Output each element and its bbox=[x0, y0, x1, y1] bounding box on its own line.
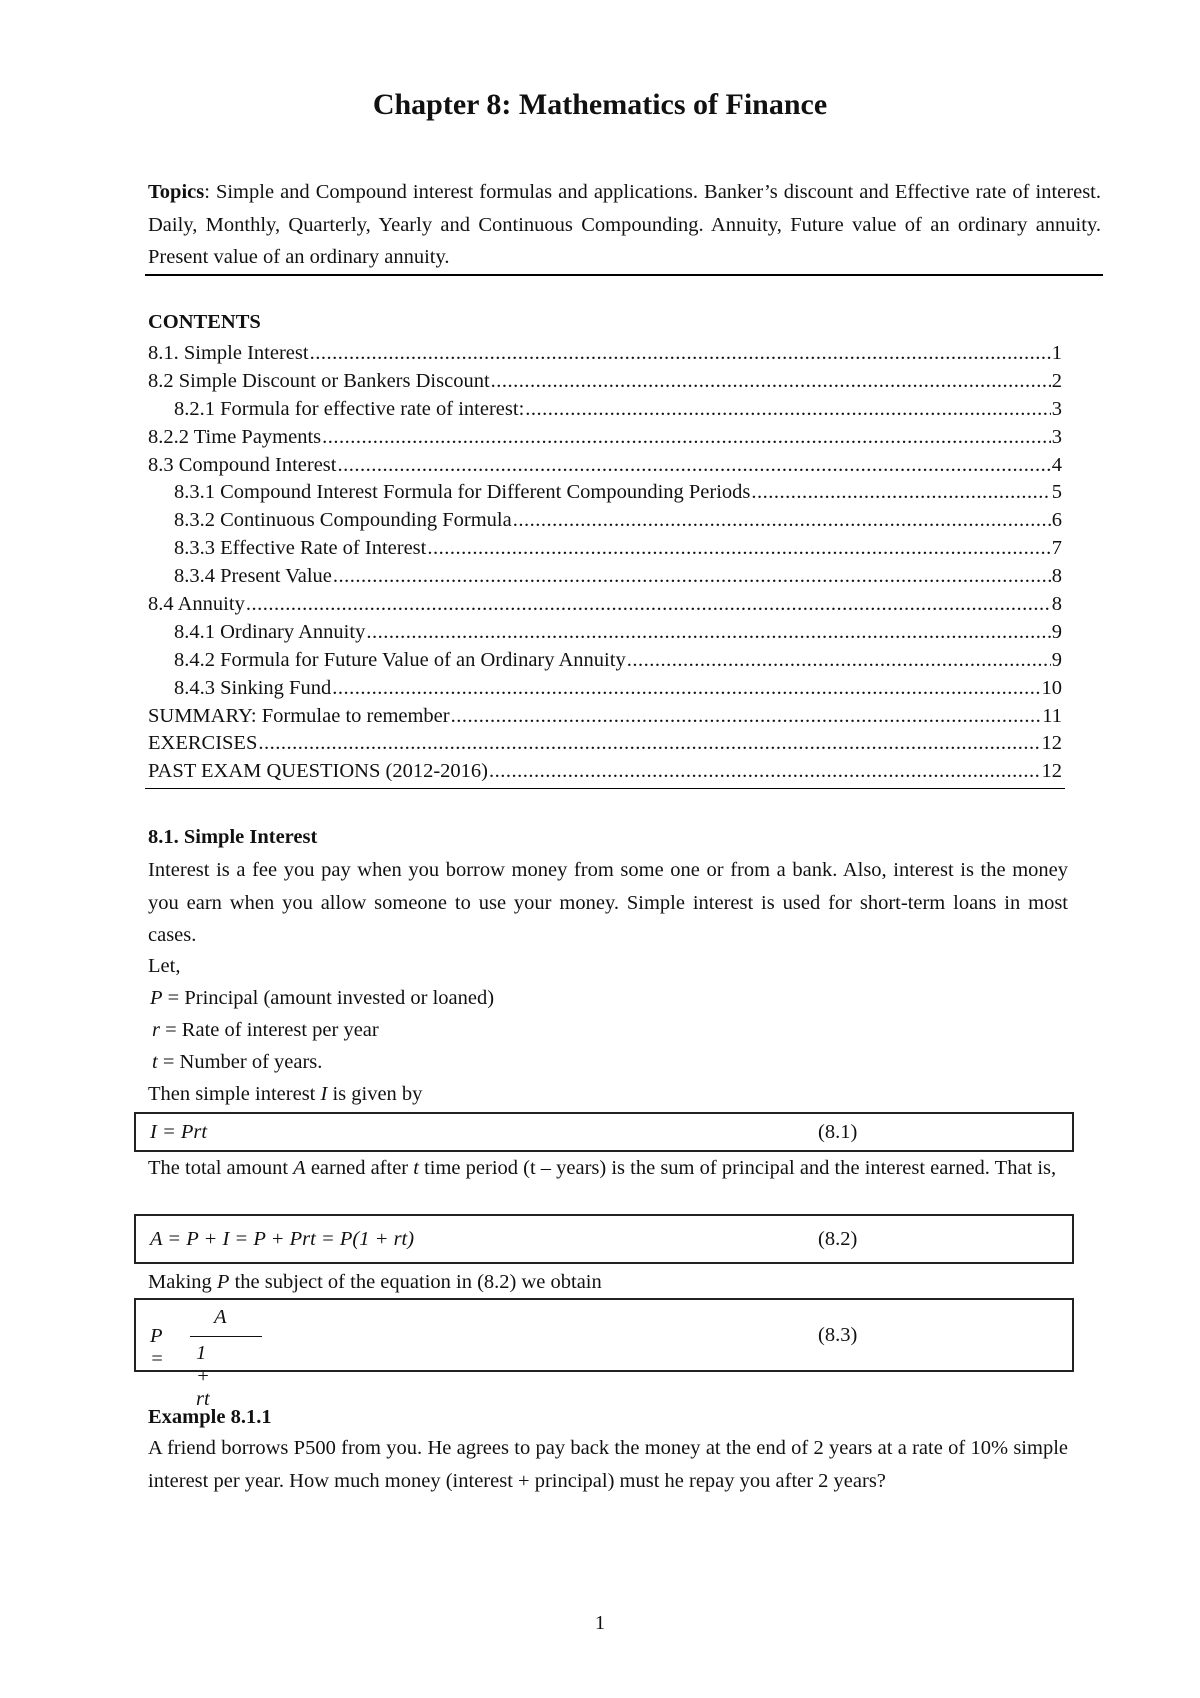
toc-item[interactable] bbox=[148, 424, 1062, 452]
topics-paragraph bbox=[148, 176, 1101, 274]
toc-item-page: 7 bbox=[1051, 537, 1062, 560]
toc-item[interactable] bbox=[148, 647, 1062, 675]
making-line bbox=[148, 1266, 602, 1299]
toc-item[interactable] bbox=[148, 507, 1062, 535]
toc-leader bbox=[525, 396, 1050, 424]
text: is given by bbox=[327, 1083, 423, 1105]
toc-item-label: 8.3.2 Continuous Compounding Formula bbox=[174, 509, 512, 532]
equation-box-8-1 bbox=[134, 1112, 1074, 1152]
page-number: 1 bbox=[594, 1612, 606, 1634]
equation-box-8-3 bbox=[134, 1298, 1074, 1410]
var-t: t bbox=[413, 1157, 419, 1179]
section-heading: 8.1. Simple Interest bbox=[148, 826, 318, 848]
toc-item[interactable] bbox=[148, 396, 1062, 424]
toc-item-label: 8.3 Compound Interest bbox=[148, 453, 337, 476]
definition-t bbox=[152, 1046, 322, 1079]
toc-item[interactable] bbox=[148, 703, 1062, 731]
chapter-title: Chapter 8: Mathematics of Finance bbox=[372, 88, 828, 121]
toc-item-page: 10 bbox=[1041, 676, 1062, 699]
toc-leader bbox=[451, 703, 1042, 731]
var-t: t bbox=[152, 1051, 158, 1073]
definition-text: = Principal (amount invested or loaned) bbox=[162, 987, 495, 1009]
equation-box-8-2 bbox=[134, 1214, 1074, 1264]
text: time period (t – years) is the sum of principal and the interest earned. That is, bbox=[418, 1157, 1057, 1179]
fraction-bar bbox=[190, 1336, 262, 1337]
toc-item-label: 8.4 Annuity bbox=[148, 593, 245, 616]
toc-item-page: 2 bbox=[1051, 369, 1062, 392]
toc-item-page: 11 bbox=[1042, 704, 1062, 727]
toc-item[interactable] bbox=[148, 535, 1062, 563]
text: Making bbox=[148, 1271, 217, 1293]
toc-item-label: 8.4.2 Formula for Future Value of an Ordinary Annuity bbox=[174, 648, 626, 671]
toc-item-label: 8.3.4 Present Value bbox=[174, 565, 332, 588]
toc-item-page: 9 bbox=[1051, 620, 1062, 643]
toc-leader bbox=[310, 340, 1051, 368]
text: The total amount bbox=[148, 1157, 294, 1179]
toc-item[interactable] bbox=[148, 368, 1062, 396]
toc-item-label: 8.4.1 Ordinary Annuity bbox=[174, 620, 366, 643]
toc-leader bbox=[246, 591, 1051, 619]
toc-item-label: SUMMARY: Formulae to remember bbox=[148, 704, 450, 727]
toc-leader bbox=[258, 730, 1040, 758]
toc-item[interactable] bbox=[148, 479, 1062, 507]
toc-leader bbox=[337, 452, 1050, 480]
toc-item-label: 8.2 Simple Discount or Bankers Discount bbox=[148, 369, 490, 392]
toc-item-page: 8 bbox=[1051, 593, 1062, 616]
contents-heading: CONTENTS bbox=[148, 311, 261, 333]
table-of-contents bbox=[148, 340, 1062, 786]
text: earned after bbox=[305, 1157, 414, 1179]
intro-paragraph: Interest is a fee you pay when you borrow money from some one or from a bank. Also, interest is the money you earn when you allow someone to use your money. Simple interest is used for short-term loans in most cases. bbox=[148, 859, 1068, 946]
equation-8-2: A = P + I = P + Prt = P(1 + rt) bbox=[150, 1228, 415, 1250]
toc-item-page: 5 bbox=[1051, 481, 1062, 504]
toc-leader bbox=[322, 424, 1051, 452]
toc-leader bbox=[627, 647, 1051, 675]
toc-item-page: 6 bbox=[1051, 509, 1062, 532]
toc-item-label: 8.3.1 Compound Interest Formula for Different Compounding Periods bbox=[174, 481, 751, 504]
toc-item[interactable] bbox=[148, 340, 1062, 368]
equation-number: (8.1) bbox=[818, 1121, 858, 1143]
definition-text: = Rate of interest per year bbox=[159, 1019, 379, 1041]
equation-number: (8.2) bbox=[818, 1228, 858, 1250]
example-heading: Example 8.1.1 bbox=[148, 1406, 272, 1428]
definition-p bbox=[150, 982, 494, 1015]
toc-item-page: 12 bbox=[1041, 732, 1062, 755]
total-paragraph bbox=[148, 1152, 1068, 1185]
definition-r bbox=[152, 1014, 379, 1047]
toc-item-label: 8.4.3 Sinking Fund bbox=[174, 676, 332, 699]
toc-leader bbox=[427, 535, 1050, 563]
toc-leader bbox=[489, 758, 1041, 786]
equation-8-1: I = Prt bbox=[150, 1121, 208, 1143]
divider bbox=[145, 788, 1065, 789]
toc-item-label: EXERCISES bbox=[148, 732, 258, 755]
toc-leader bbox=[751, 479, 1050, 507]
toc-item[interactable] bbox=[148, 758, 1062, 786]
toc-leader bbox=[491, 368, 1051, 396]
topics-label: Topics bbox=[148, 181, 205, 203]
toc-item-page: 4 bbox=[1051, 453, 1062, 476]
definition-text: = Number of years. bbox=[157, 1051, 323, 1073]
toc-leader bbox=[366, 619, 1050, 647]
then-line bbox=[148, 1078, 422, 1111]
divider bbox=[145, 274, 1103, 276]
toc-item-label: 8.2.1 Formula for effective rate of interest: bbox=[174, 397, 525, 420]
toc-item[interactable] bbox=[148, 730, 1062, 758]
toc-item-page: 8 bbox=[1051, 565, 1062, 588]
toc-item[interactable] bbox=[148, 675, 1062, 703]
var-p: P bbox=[216, 1271, 230, 1293]
toc-item-label: 8.2.2 Time Payments bbox=[148, 425, 322, 448]
var-i: I bbox=[320, 1083, 328, 1105]
toc-item-label: 8.1. Simple Interest bbox=[148, 342, 309, 364]
toc-item-label: PAST EXAM QUESTIONS (2012-2016) bbox=[148, 760, 488, 783]
equation-lhs: P = bbox=[150, 1325, 164, 1370]
fraction-numerator: A bbox=[214, 1306, 227, 1328]
toc-leader bbox=[513, 507, 1051, 535]
toc-item-page: 12 bbox=[1041, 760, 1062, 783]
var-r: r bbox=[152, 1019, 160, 1041]
toc-item[interactable] bbox=[148, 619, 1062, 647]
fraction-denominator: 1 + rt bbox=[196, 1342, 210, 1410]
topics-text: : Simple and Compound interest formulas and applications. Banker’s discount and Effective rate of interest. Daily, Monthly, Quarterly, Yearly and Continuous Compounding. Annuity, Future value of an ordinary annuity. Present value of an ordinary annuity. bbox=[148, 181, 1101, 268]
text: the subject of the equation in (8.2) we obtain bbox=[229, 1271, 602, 1293]
toc-leader bbox=[332, 675, 1040, 703]
toc-item[interactable] bbox=[148, 563, 1062, 591]
toc-item-page: 1 bbox=[1051, 342, 1062, 364]
equation-number: (8.3) bbox=[818, 1324, 858, 1346]
text: Then simple interest bbox=[148, 1083, 321, 1105]
toc-item[interactable] bbox=[148, 452, 1062, 480]
toc-item-page: 9 bbox=[1051, 648, 1062, 671]
var-p: P bbox=[150, 987, 163, 1009]
var-a: A bbox=[293, 1157, 306, 1179]
toc-leader bbox=[333, 563, 1051, 591]
toc-item[interactable] bbox=[148, 591, 1062, 619]
toc-item-page: 3 bbox=[1051, 397, 1062, 420]
toc-item-label: 8.3.3 Effective Rate of Interest bbox=[174, 537, 427, 560]
example-text: A friend borrows P500 from you. He agrees to pay back the money at the end of 2 years at a rate of 10% simple interest per year. How much money (interest + principal) must he repay you after 2 years? bbox=[148, 1437, 1068, 1492]
toc-item-page: 3 bbox=[1051, 425, 1062, 448]
let-line: Let, bbox=[148, 955, 181, 977]
